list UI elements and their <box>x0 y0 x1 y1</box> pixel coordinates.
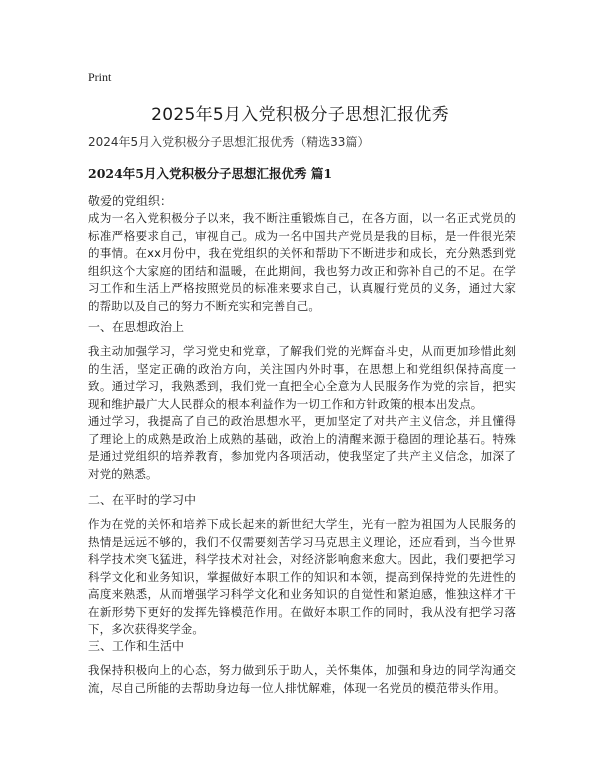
section-title-politics: 一、在思想政治上 <box>88 320 185 334</box>
paragraph-study: 作为在党的关怀和培养下成长起来的新世纪大学生，光有一腔为祖国为人民服务的热情是远远不够的，我们不仅需要刻苦学习马克思主义理论，还应看到，当今世界科学技术突飞猛进，科学技术对社会，对经济影响愈来愈大。因此，我们要把学习科学文化和业务知识，掌握做好本职工作的知识和本领，提高到保持党的先进性的高度来熟悉，从而增强学习科学文化和业务知识的自觉性和紧迫感，惟独这样才干在新形势下更好的发挥先锋模范作用。在做好本职工作的同时，我从没有把学习落下，多次获得奖学金。 <box>88 517 516 636</box>
print-link[interactable]: Print <box>88 70 112 84</box>
paragraph-work-life: 我保持积极向上的心态，努力做到乐于助人，关怀集体，加强和身边的同学沟通交流，尽自己所能的去帮助身边每一位人排忧解难，体现一名党员的模范带头作用。 <box>88 663 516 695</box>
section-title-study: 二、在平时的学习中 <box>88 493 197 507</box>
paragraph-intro: 成为一名入党积极分子以来，我不断注重锻炼自己，在各方面，以一名正式党员的标准严格要求自己，审视自己。成为一名中国共产党员是我的目标，是一件很光荣的事情。在xx月份中，我在党组织的关怀和帮助下不断进步和成长，充分熟悉到党组织这个大家庭的团结和温暖，在此期间，我也努力改正和弥补自己的不足。在学习工作和生活上严格按照党员的标准来要求自己，认真履行党员的义务，通过大家的帮助以及自己的努力不断充实和完善自己。 <box>88 211 516 313</box>
paragraph-politics-1: 我主动加强学习，学习党史和党章，了解我们党的光辉奋斗史，从而更加珍惜此刻的生活，坚定正确的政治方向，关注国内外时事，在思想上和党组织保持高度一致。通过学习，我熟悉到，我们党一直把全心全意为人民服务作为党的宗旨，把实现和维护最广大人民群众的根本利益作为一切工作和方针政策的根本出发点。 <box>88 344 516 411</box>
page-title: 2025年5月入党积极分子思想汇报优秀 <box>151 105 449 125</box>
document-subtitle: 2024年5月入党积极分子思想汇报优秀（精选33篇） <box>88 135 370 149</box>
paragraph-politics-2: 通过学习，我提高了自己的政治思想水平，更加坚定了对共产主义信念，并且懂得了理论上的成熟是政治上成熟的基础，政治上的清醒来源于稳固的理论基石。特殊是通过党组织的培养教育，参加党内各项活动，使我坚定了共产主义信念，加深了对党的熟悉。 <box>88 414 516 481</box>
section-title-work-life: 三、工作和生活中 <box>88 639 185 653</box>
article-heading: 2024年5月入党积极分子思想汇报优秀 篇1 <box>88 166 333 181</box>
salutation: 敬爱的党组织： <box>88 194 173 208</box>
